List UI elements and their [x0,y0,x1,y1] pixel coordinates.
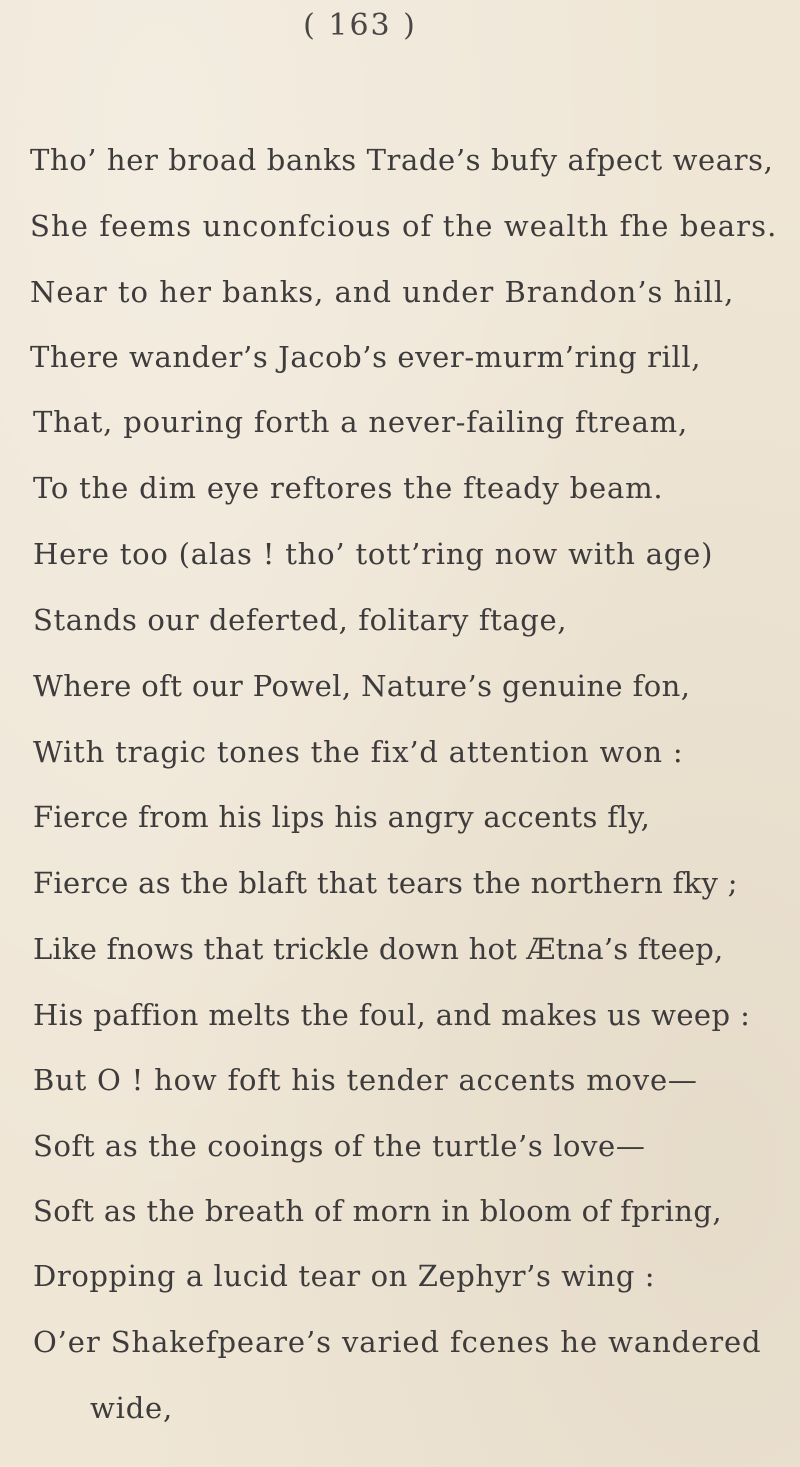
poem-line: Here too (alas ! tho’ tott’ring now with age) [33,537,714,571]
poem-line: Like fnows that trickle down hot Ætna’s fteep, [33,932,724,966]
poem-line: Near to her banks, and under Brandon’s hill, [30,275,735,309]
poem-line: Fierce from his lips his angry accents fly, [33,800,651,834]
poem-line: There wander’s Jacob’s ever-murm’ring rill, [30,340,702,374]
page-number: ( 163 ) [303,8,417,43]
poem-line: She feems unconfcious of the wealth fhe bears. [30,209,778,243]
poem-line: Fierce as the blaft that tears the northern fky ; [33,866,738,900]
poem-line: wide, [90,1391,174,1425]
poem-line: But O ! how foft his tender accents move— [33,1063,698,1097]
poem-line: O’er Shakefpeare’s varied fcenes he wandered [33,1325,762,1359]
poem-line: Soft as the cooings of the turtle’s love— [33,1129,646,1163]
poem-line: Tho’ her broad banks Trade’s bufy afpect wears, [30,143,774,177]
poem-line: Dropping a lucid tear on Zephyr’s wing : [33,1259,656,1293]
poem-line: Where oft our Powel, Nature’s genuine fon, [33,669,691,703]
poem-line: To the dim eye reftores the fteady beam. [33,471,664,505]
poem-line: That, pouring forth a never-failing ftream, [33,405,688,439]
poem-line: With tragic tones the fix’d attention won : [33,735,684,769]
poem-line: Stands our deferted, folitary ftage, [33,603,568,637]
poem-line: His paffion melts the foul, and makes us weep : [33,998,751,1032]
poem-line: Soft as the breath of morn in bloom of fpring, [33,1194,722,1228]
